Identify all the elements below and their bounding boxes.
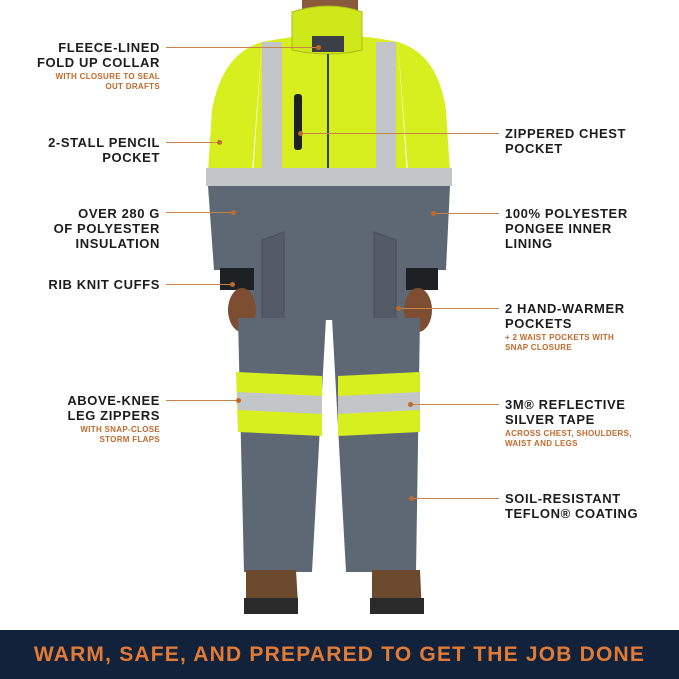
callout-title: ZIPPERED CHEST	[505, 126, 627, 141]
callout-title: OF POLYESTER	[53, 221, 160, 236]
left-sleeve-upper	[208, 42, 262, 172]
reflective-strap-left	[262, 42, 282, 172]
callout-subtitle: WAIST AND LEGS	[505, 439, 578, 448]
leader-line-lining	[433, 213, 499, 214]
callout-knee-zippers	[67, 393, 160, 445]
callout-title: INSULATION	[75, 236, 160, 251]
leader-line-teflon	[411, 498, 499, 499]
left-boot-sole	[244, 598, 298, 614]
tagline-banner	[0, 630, 679, 679]
right-cuff	[406, 268, 438, 290]
callout-lining	[505, 206, 628, 251]
leader-line-chest	[300, 133, 499, 134]
reflective-waist-band	[206, 168, 452, 186]
callout-subtitle: STORM FLAPS	[99, 435, 160, 444]
callout-title: LINING	[505, 236, 553, 251]
callout-subtitle: WITH SNAP-CLOSE	[80, 425, 160, 434]
leader-line-knee	[166, 400, 238, 401]
callout-title: POCKETS	[505, 316, 573, 331]
callout-title: SOIL-RESISTANT	[505, 491, 621, 506]
callout-title: OVER 280 G	[78, 206, 160, 221]
callout-title: 100% POLYESTER	[505, 206, 628, 221]
leader-line-pencil	[166, 142, 218, 143]
reflective-strap-right	[376, 42, 396, 172]
leader-line-cuffs	[166, 284, 232, 285]
collar-strap	[312, 36, 344, 52]
leader-dot-knee	[236, 398, 241, 403]
leader-dot-collar	[316, 45, 321, 50]
callout-subtitle: + 2 WAIST POCKETS WITH	[505, 333, 615, 342]
callout-title: LEG ZIPPERS	[67, 408, 160, 423]
leader-dot-chest	[298, 131, 303, 136]
leader-dot-insulation	[231, 210, 236, 215]
callout-cuffs	[48, 277, 160, 292]
right-boot-sole	[370, 598, 424, 614]
callout-reflective-tape	[505, 397, 632, 449]
callout-title: POCKET	[505, 141, 563, 156]
leader-dot-teflon	[409, 496, 414, 501]
leader-line-handwarmer	[398, 308, 499, 309]
callout-hand-warmer	[505, 301, 625, 353]
right-sleeve-lower	[406, 186, 450, 270]
callout-title: RIB KNIT CUFFS	[48, 277, 160, 292]
right-leg	[332, 318, 420, 572]
callout-insulation	[54, 206, 160, 251]
leader-line-collar	[166, 47, 318, 48]
left-leg	[238, 318, 326, 572]
leader-dot-lining	[431, 211, 436, 216]
callout-teflon	[505, 491, 638, 521]
callout-collar	[37, 40, 160, 92]
tagline-text: WARM, SAFE, AND PREPARED TO GET THE JOB DONE	[33, 642, 646, 666]
callout-title: SILVER TAPE	[505, 412, 595, 427]
callout-title: 2-STALL PENCIL	[48, 135, 160, 150]
right-sleeve-upper	[398, 42, 450, 172]
callout-subtitle: ACROSS CHEST, SHOULDERS,	[505, 429, 632, 438]
callout-title: 2 HAND-WARMER	[505, 301, 625, 316]
callout-chest-pocket	[505, 126, 626, 156]
leader-dot-cuffs	[230, 282, 235, 287]
callout-title: ABOVE-KNEE	[67, 393, 160, 408]
callout-subtitle: SNAP CLOSURE	[505, 343, 573, 352]
callout-title: 3M® REFLECTIVE	[505, 397, 626, 412]
callout-subtitle: OUT DRAFTS	[105, 82, 160, 91]
left-cuff	[220, 268, 254, 290]
chest-pocket-zipper	[294, 94, 302, 150]
callout-title: PONGEE INNER	[505, 221, 612, 236]
callout-pencil-pocket	[48, 135, 160, 165]
callout-title: POCKET	[102, 150, 160, 165]
callout-title: FOLD UP COLLAR	[37, 55, 160, 70]
callout-title: TEFLON® COATING	[505, 506, 639, 521]
leader-line-insulation	[166, 212, 232, 213]
leader-dot-pencil	[217, 140, 222, 145]
left-sleeve-lower	[208, 186, 254, 270]
callout-subtitle: WITH CLOSURE TO SEAL	[55, 72, 160, 81]
leader-line-tape	[410, 404, 499, 405]
leader-dot-handwarmer	[396, 306, 401, 311]
callout-title: FLEECE-LINED	[58, 40, 160, 55]
leader-dot-tape	[408, 402, 413, 407]
